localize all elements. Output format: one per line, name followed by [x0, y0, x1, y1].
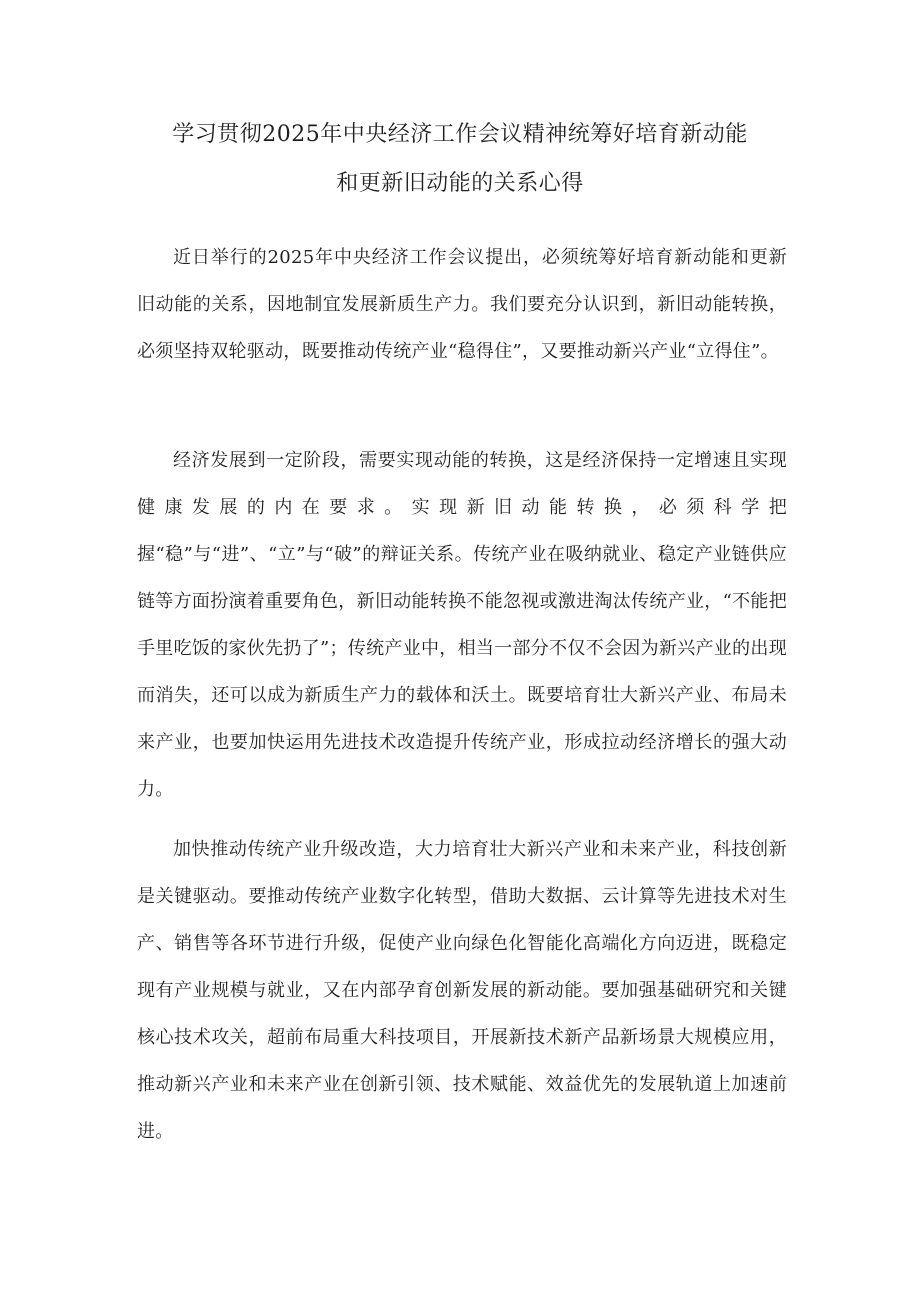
paragraph-2: 经济发展到一定阶段，需要实现动能的转换，这是经济保持一定增速且实现健康发展的内在要求。实现新旧动能转换，必须科学把握“稳”与“进”、“立”与“破”的辩证关系。传统产业在吸纳就业、稳定产业链供应链等方面扮演着重要角色，新旧动能转换不能忽视或激进淘汰传统产业，“不能把手里吃饭的家伙先扔了”；传统产业中，相当一部分不仅不会因为新兴产业的出现而消失，还可以成为新质生产力的载体和沃土。既要培育壮大新兴产业、布局未来产业，也要加快运用先进技术改造提升传统产业，形成拉动经济增长的强大动力。: [137, 450, 787, 800]
paragraph-3: 加快推动传统产业升级改造，大力培育壮大新兴产业和未来产业，科技创新是关键驱动。要推动传统产业数字化转型，借助大数据、云计算等先进技术对生产、销售等各环节进行升级，促使产业向绿色化智能化高端化方向迈进，既稳定现有产业规模与就业，又在内部孕育创新发展的新动能。要加强基础研究和关键核心技术攻关，超前布局重大科技项目，开展新技术新产品新场景大规模应用，推动新兴产业和未来产业在创新引领、技术赋能、效益优先的发展轨道上加速前进。: [137, 839, 787, 1142]
paragraph-1: 近日举行的2025年中央经济工作会议提出，必须统筹好培育新动能和更新旧动能的关系，因地制宜发展新质生产力。我们要充分认识到，新旧动能转换，必须坚持双轮驱动，既要推动传统产业“稳得住”，又要推动新兴产业“立得住”。: [137, 247, 787, 362]
document-title-line-2: 和更新旧动能的关系心得: [336, 171, 584, 196]
document-title-line-1: 学习贯彻2025年中央经济工作会议精神统筹好培育新动能: [172, 122, 748, 147]
